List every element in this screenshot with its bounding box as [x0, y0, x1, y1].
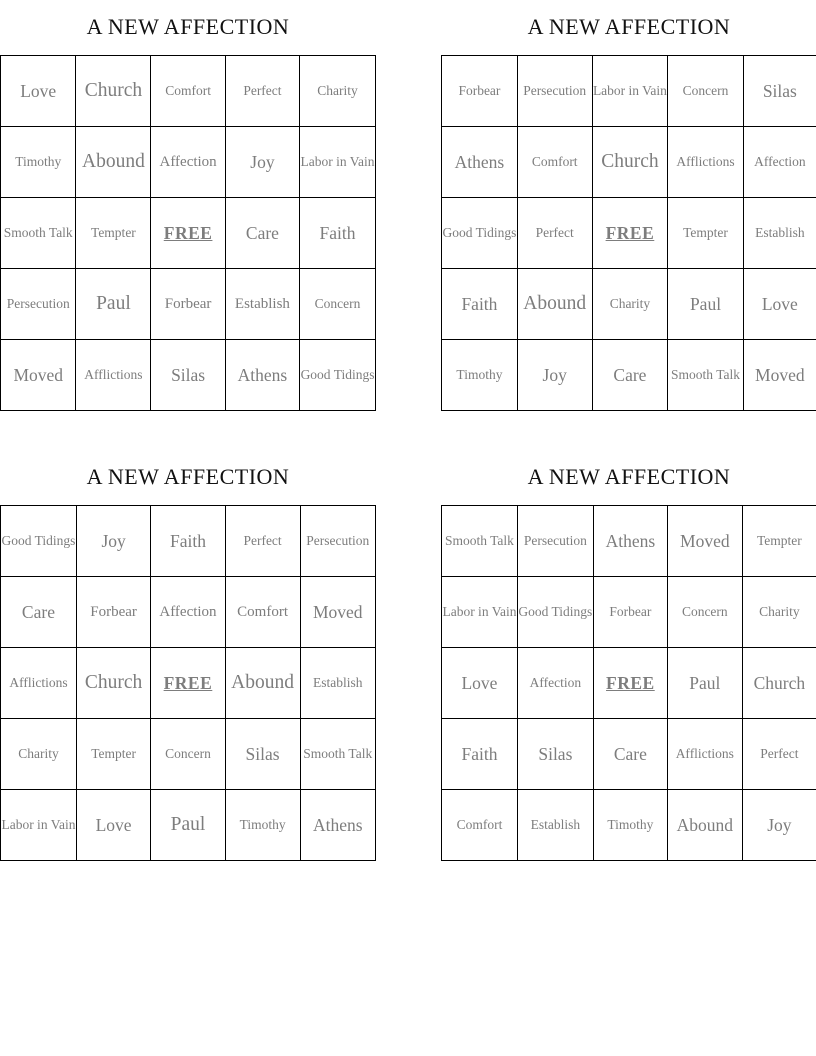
bingo-cell: Perfect — [225, 56, 299, 127]
bingo-cell: Tempter — [76, 198, 151, 269]
bingo-cell: Silas — [225, 719, 300, 790]
bingo-row — [442, 506, 816, 577]
bingo-cell: Labor in Vain — [1, 790, 77, 861]
bingo-row — [1, 577, 376, 648]
bingo-cell: Persecution — [1, 269, 76, 340]
bingo-cell: Timothy — [442, 340, 518, 411]
bingo-cell: Silas — [517, 719, 593, 790]
bingo-cell: Timothy — [593, 790, 667, 861]
bingo-cell: Establish — [225, 269, 299, 340]
bingo-cell: Timothy — [1, 127, 76, 198]
bingo-cell: Faith — [442, 269, 518, 340]
bingo-cell: Good Tidings — [300, 340, 376, 411]
bingo-cell: Good Tidings — [517, 577, 593, 648]
bingo-cell: Smooth Talk — [1, 198, 76, 269]
bingo-cell: Church — [742, 648, 816, 719]
bingo-row — [1, 340, 376, 411]
bingo-row — [442, 269, 816, 340]
bingo-cell: Establish — [517, 790, 593, 861]
bingo-cell: Timothy — [225, 790, 300, 861]
bingo-cell: Abound — [225, 648, 300, 719]
bingo-cell: Joy — [742, 790, 816, 861]
bingo-cell: Comfort — [225, 577, 300, 648]
bingo-row — [442, 56, 816, 127]
bingo-row — [1, 56, 376, 127]
bingo-cell: Athens — [593, 506, 667, 577]
bingo-cell: Paul — [76, 269, 151, 340]
bingo-cell: Affection — [743, 127, 816, 198]
bingo-cell: Afflictions — [668, 127, 743, 198]
bingo-cell: Tempter — [668, 198, 743, 269]
bingo-cell: Good Tidings — [442, 198, 518, 269]
bingo-cell: Concern — [151, 719, 225, 790]
bingo-cell: Moved — [743, 340, 816, 411]
bingo-cell: Smooth Talk — [668, 340, 743, 411]
bingo-cell: Smooth Talk — [442, 506, 518, 577]
free-cell: FREE — [593, 648, 667, 719]
bingo-cell: Joy — [225, 127, 299, 198]
bingo-cell: Care — [225, 198, 299, 269]
bingo-row — [442, 790, 816, 861]
bingo-cell: Charity — [742, 577, 816, 648]
bingo-cell: Persecution — [517, 506, 593, 577]
bingo-cell: Paul — [151, 790, 225, 861]
bingo-cell: Labor in Vain — [300, 127, 376, 198]
bingo-cell: Labor in Vain — [442, 577, 518, 648]
bingo-cell: Concern — [668, 56, 743, 127]
bingo-cell: Concern — [300, 269, 376, 340]
bingo-cell: Labor in Vain — [592, 56, 668, 127]
bingo-cell: Love — [1, 56, 76, 127]
bingo-grid — [441, 505, 816, 861]
bingo-cell: Love — [442, 648, 518, 719]
bingo-cell: Love — [76, 790, 150, 861]
bingo-row — [1, 198, 376, 269]
bingo-cell: Joy — [76, 506, 150, 577]
bingo-cell: Smooth Talk — [300, 719, 375, 790]
bingo-cell: Silas — [743, 56, 816, 127]
card-title: A NEW AFFECTION — [527, 14, 731, 39]
bingo-cell: Abound — [517, 269, 592, 340]
bingo-cell: Paul — [668, 269, 743, 340]
bingo-row — [1, 719, 376, 790]
bingo-cell: Affection — [151, 577, 225, 648]
bingo-row — [442, 719, 816, 790]
bingo-cell: Faith — [300, 198, 376, 269]
bingo-cell: Forbear — [76, 577, 150, 648]
bingo-cell: Athens — [300, 790, 375, 861]
bingo-cell: Abound — [76, 127, 151, 198]
bingo-row — [442, 127, 816, 198]
bingo-cell: Forbear — [442, 56, 518, 127]
bingo-row — [1, 790, 376, 861]
bingo-cell: Moved — [667, 506, 742, 577]
bingo-cell: Care — [1, 577, 77, 648]
free-cell: FREE — [151, 648, 225, 719]
bingo-cell: Love — [743, 269, 816, 340]
bingo-cell: Forbear — [151, 269, 225, 340]
bingo-cell: Paul — [667, 648, 742, 719]
bingo-cell: Afflictions — [667, 719, 742, 790]
bingo-cell: Comfort — [517, 127, 592, 198]
bingo-row — [442, 577, 816, 648]
bingo-cell: Comfort — [442, 790, 518, 861]
bingo-cell: Forbear — [593, 577, 667, 648]
bingo-grid — [0, 55, 376, 411]
bingo-cell: Comfort — [151, 56, 225, 127]
bingo-row — [1, 269, 376, 340]
bingo-cell: Moved — [1, 340, 76, 411]
bingo-cell: Persecution — [517, 56, 592, 127]
bingo-cell: Charity — [1, 719, 77, 790]
bingo-cell: Joy — [517, 340, 592, 411]
bingo-cell: Athens — [225, 340, 299, 411]
bingo-cell: Athens — [442, 127, 518, 198]
bingo-cell: Abound — [667, 790, 742, 861]
free-cell: FREE — [151, 198, 225, 269]
bingo-row — [442, 198, 816, 269]
card-title: A NEW AFFECTION — [86, 14, 290, 39]
bingo-cell: Afflictions — [1, 648, 77, 719]
bingo-cell: Church — [76, 648, 150, 719]
bingo-cell: Perfect — [225, 506, 300, 577]
bingo-row — [1, 127, 376, 198]
bingo-cell: Persecution — [300, 506, 375, 577]
bingo-cell: Charity — [592, 269, 668, 340]
bingo-cell: Affection — [151, 127, 225, 198]
bingo-cell: Church — [592, 127, 668, 198]
bingo-card-top-right — [441, 0, 816, 411]
bingo-cell: Establish — [743, 198, 816, 269]
bingo-cell: Good Tidings — [1, 506, 77, 577]
bingo-grid — [441, 55, 816, 411]
bingo-row — [1, 648, 376, 719]
bingo-cell: Care — [592, 340, 668, 411]
bingo-card-bottom-left — [0, 450, 376, 861]
bingo-cell: Affection — [517, 648, 593, 719]
bingo-cell: Afflictions — [76, 340, 151, 411]
bingo-cell: Tempter — [76, 719, 150, 790]
bingo-cell: Establish — [300, 648, 375, 719]
card-title: A NEW AFFECTION — [86, 464, 290, 489]
bingo-cell: Care — [593, 719, 667, 790]
free-cell: FREE — [592, 198, 668, 269]
bingo-cell: Faith — [442, 719, 518, 790]
bingo-row — [442, 340, 816, 411]
bingo-cell: Charity — [300, 56, 376, 127]
bingo-cell: Church — [76, 56, 151, 127]
bingo-card-top-left — [0, 0, 376, 411]
bingo-row — [1, 506, 376, 577]
bingo-row — [442, 648, 816, 719]
bingo-cell: Silas — [151, 340, 225, 411]
bingo-cell: Tempter — [742, 506, 816, 577]
bingo-cell: Perfect — [517, 198, 592, 269]
bingo-card-bottom-right — [441, 450, 816, 861]
bingo-cell: Moved — [300, 577, 375, 648]
card-title: A NEW AFFECTION — [527, 464, 731, 489]
bingo-cell: Perfect — [742, 719, 816, 790]
bingo-cell: Faith — [151, 506, 225, 577]
bingo-grid — [0, 505, 376, 861]
bingo-cell: Concern — [667, 577, 742, 648]
